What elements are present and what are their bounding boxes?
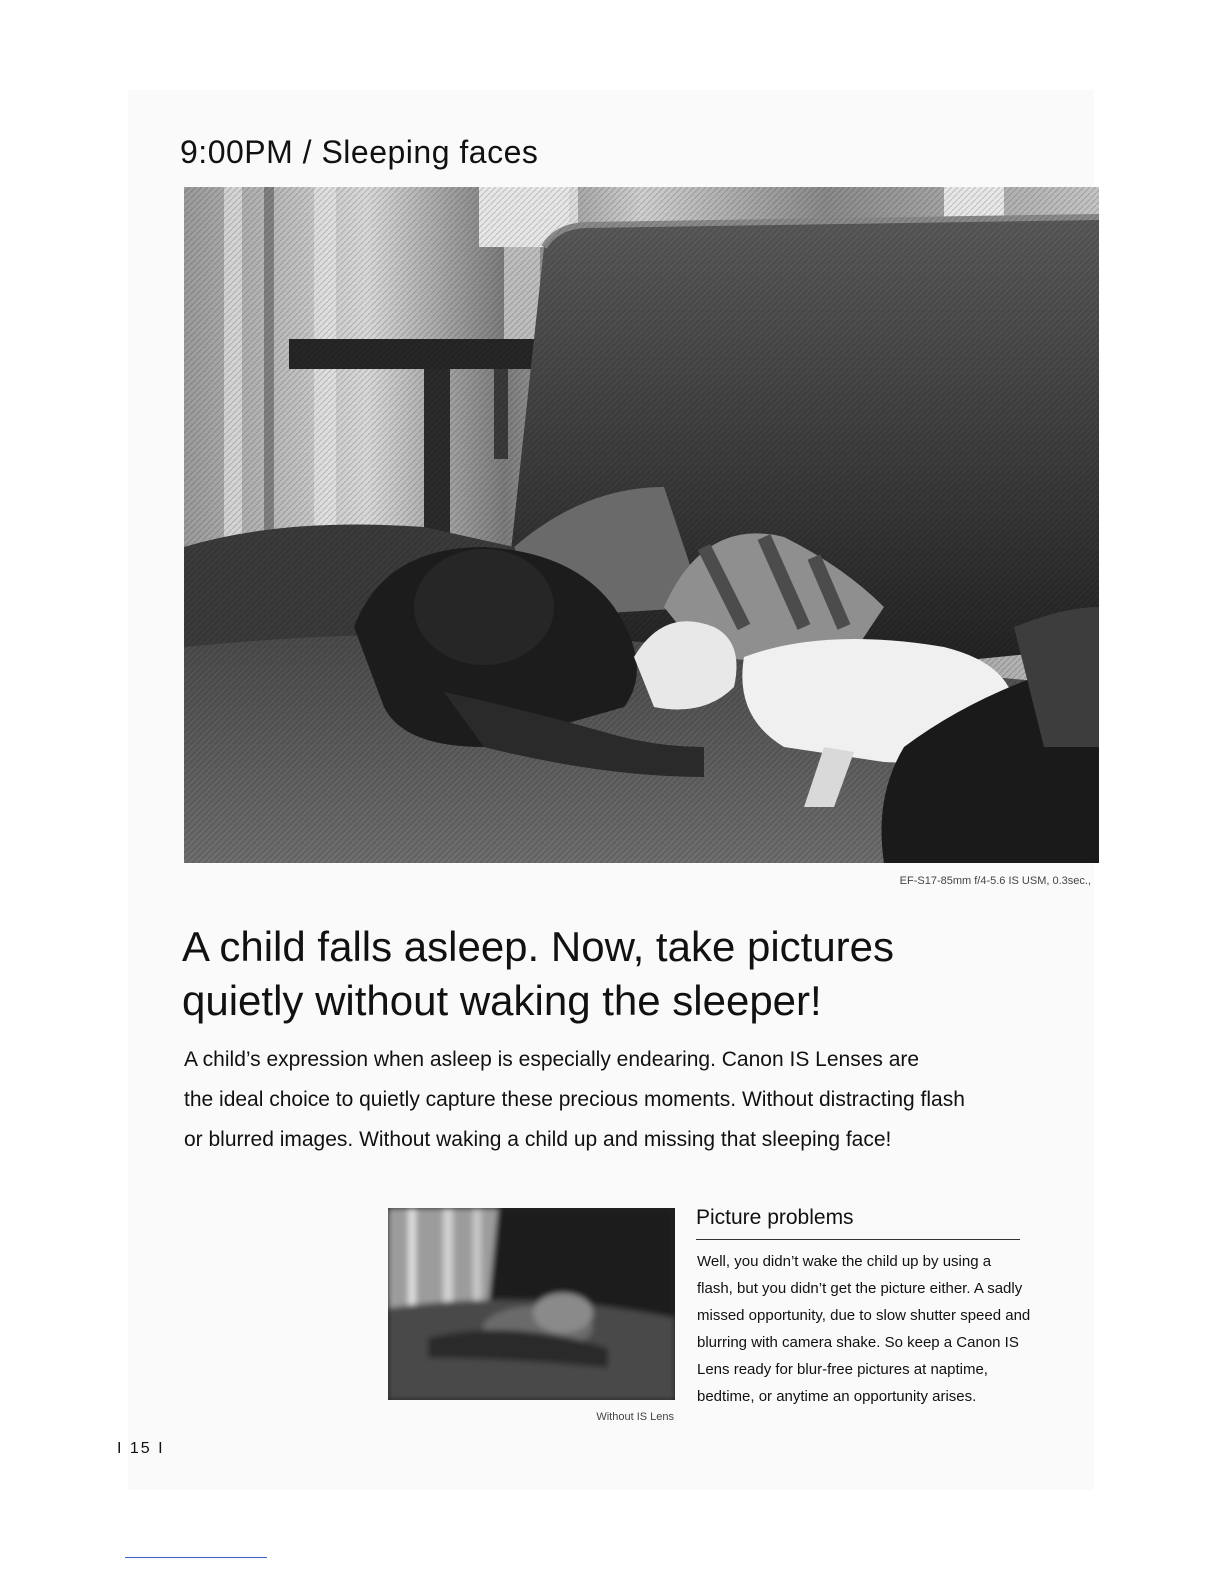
problems-line: flash, but you didn’t get the picture either. A sadly xyxy=(697,1280,1023,1297)
body-line: the ideal choice to quietly capture these precious moments. Without distracting flash xyxy=(184,1088,965,1111)
problems-line: bedtime, or anytime an opportunity arises. xyxy=(697,1388,977,1405)
problems-line: Lens ready for blur-free pictures at naptime, xyxy=(697,1361,988,1378)
page-number: I 15 I xyxy=(117,1440,165,1457)
main-photo-sleeping-child xyxy=(184,187,1099,863)
main-photo-illustration xyxy=(184,187,1099,863)
article-headline xyxy=(182,920,1062,1028)
problems-line: missed opportunity, due to slow shutter speed and xyxy=(697,1307,1031,1324)
comparison-photo-illustration xyxy=(388,1208,675,1400)
article-body xyxy=(184,1040,1044,1160)
section-time-title: 9:00PM / Sleeping faces xyxy=(180,134,539,170)
picture-problems-heading: Picture problems xyxy=(696,1206,854,1229)
body-line: A child’s expression when asleep is especially endearing. Canon IS Lenses are xyxy=(184,1048,920,1071)
comparison-photo-blurred xyxy=(388,1208,675,1400)
heading-divider xyxy=(696,1239,1020,1240)
comparison-photo-caption: Without IS Lens xyxy=(596,1411,674,1423)
headline-line: A child falls asleep. Now, take pictures xyxy=(182,923,895,970)
footer-link-underline xyxy=(125,1557,267,1558)
headline-line: quietly without waking the sleeper! xyxy=(182,977,822,1024)
picture-problems-body xyxy=(697,1248,1031,1410)
body-line: or blurred images. Without waking a child up and missing that sleeping face! xyxy=(184,1128,892,1151)
main-photo-caption: EF-S17-85mm f/4-5.6 IS USM, 0.3sec., xyxy=(899,875,1091,887)
problems-line: blurring with camera shake. So keep a Canon IS xyxy=(697,1334,1019,1351)
problems-line: Well, you didn’t wake the child up by using a xyxy=(697,1253,992,1270)
